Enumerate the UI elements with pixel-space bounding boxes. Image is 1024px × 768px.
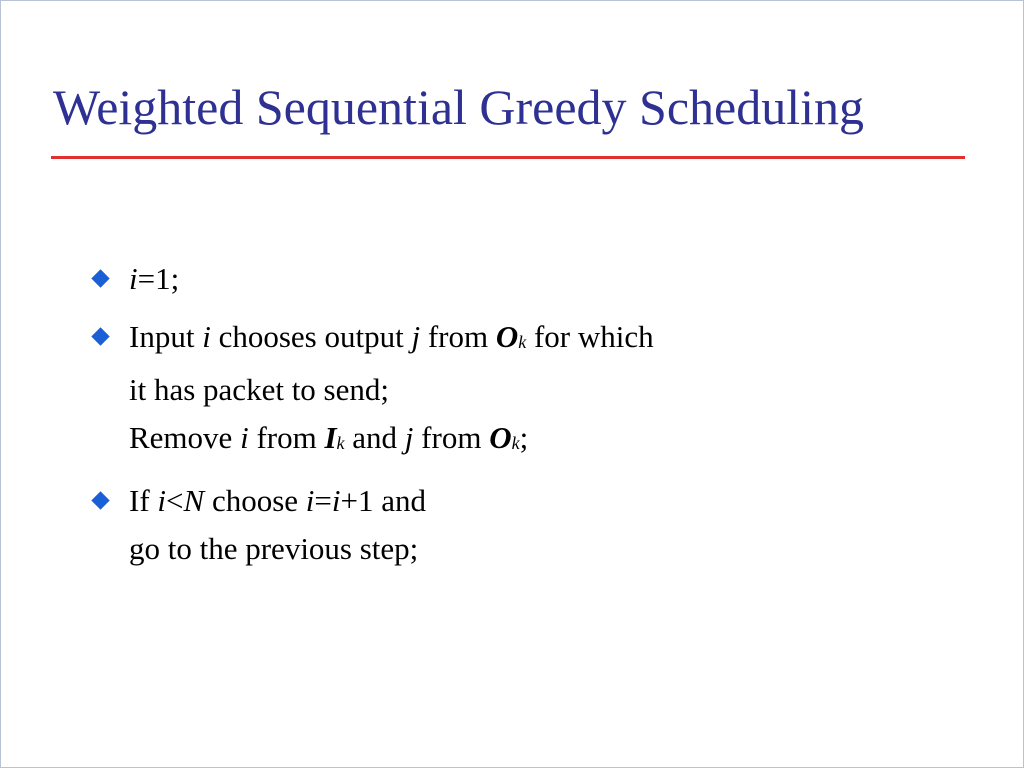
text-run: Input bbox=[129, 319, 203, 354]
text-run: for which bbox=[526, 319, 654, 354]
text-run: = bbox=[314, 483, 332, 518]
text-run: N bbox=[183, 483, 205, 518]
bullet-line bbox=[129, 525, 654, 573]
text-run: i bbox=[305, 483, 315, 518]
text-run: k bbox=[336, 433, 345, 453]
text-run: i bbox=[202, 319, 211, 354]
text-run: and bbox=[344, 420, 405, 455]
text-run: O bbox=[489, 420, 512, 455]
text-run: from bbox=[420, 319, 496, 354]
text-run: from bbox=[248, 420, 325, 455]
bullet-line bbox=[129, 414, 654, 467]
text-run: from bbox=[413, 420, 490, 455]
text-run: j bbox=[411, 319, 421, 354]
text-run: i bbox=[331, 483, 341, 518]
text-run: choose bbox=[204, 483, 306, 518]
text-run: < bbox=[166, 483, 184, 518]
bullet-item-3 bbox=[93, 477, 654, 573]
text-run: O bbox=[495, 319, 519, 354]
text-run: i bbox=[240, 420, 249, 455]
bullet-item-2 bbox=[93, 313, 654, 467]
bullet-item-1 bbox=[93, 255, 654, 303]
diamond-bullet-icon bbox=[91, 269, 109, 287]
text-run: ; bbox=[519, 420, 529, 455]
text-run: I bbox=[324, 420, 337, 455]
text-run: k bbox=[518, 332, 527, 352]
diamond-bullet-icon bbox=[91, 327, 109, 345]
diamond-bullet-icon bbox=[91, 491, 109, 509]
bullet-line bbox=[129, 255, 654, 303]
bullet-list bbox=[93, 255, 654, 573]
text-run: k bbox=[511, 433, 520, 453]
bullet-line bbox=[129, 477, 654, 525]
text-run: go to the previous step; bbox=[129, 531, 419, 566]
text-run: it has packet to send; bbox=[129, 372, 389, 407]
slide-title: Weighted Sequential Greedy Scheduling bbox=[53, 79, 865, 135]
text-run: i bbox=[157, 483, 167, 518]
text-run: =1; bbox=[137, 261, 180, 296]
text-run: i bbox=[129, 261, 138, 296]
title-underline bbox=[51, 156, 965, 159]
text-run: Remove bbox=[129, 420, 241, 455]
text-run: +1 and bbox=[340, 483, 427, 518]
bullet-line bbox=[129, 366, 654, 414]
text-run: If bbox=[129, 483, 158, 518]
text-run: chooses output bbox=[210, 319, 412, 354]
text-run: j bbox=[404, 420, 414, 455]
bullet-line bbox=[129, 313, 654, 366]
